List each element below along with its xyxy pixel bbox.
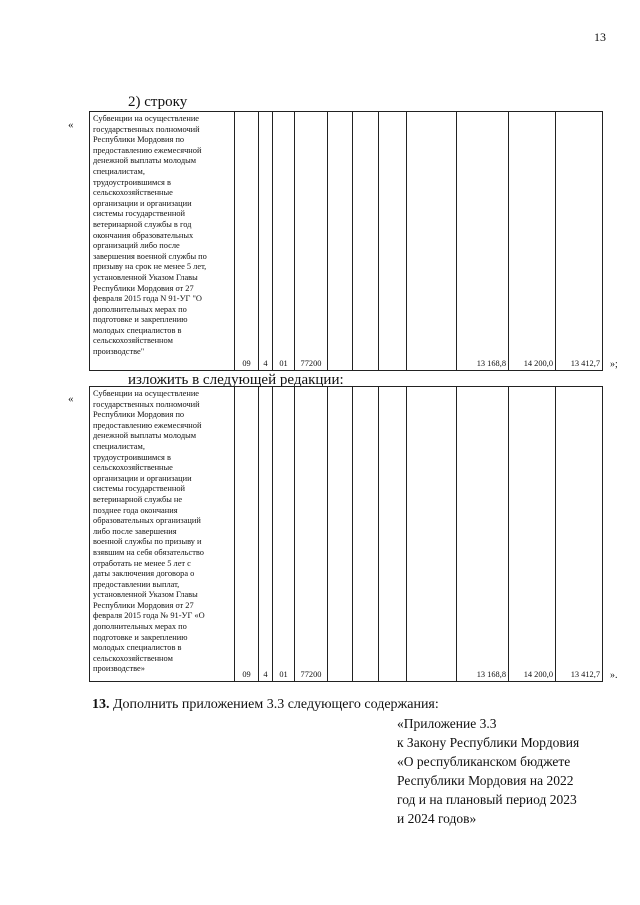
amount-2023: 14 200,0 [509, 387, 556, 682]
code-target: 77200 [295, 112, 328, 371]
text-line: молодых специалистов в [93, 643, 182, 653]
text-line: сельскохозяйственные [93, 463, 173, 473]
text-line: Республики Мордовия от 27 [93, 600, 194, 610]
text-line: установленной Указом Главы [93, 272, 198, 282]
code-program: 01 [273, 112, 295, 371]
table-row [90, 387, 603, 682]
text-line: февраля 2015 года № 91-УГ «О [93, 611, 205, 621]
table-old-row [89, 111, 603, 371]
text-line: организации и организации [93, 198, 192, 208]
budget-item-name [90, 387, 235, 682]
text-line: Субвенции на осуществление [93, 114, 200, 123]
text-line: трудоустроившимся в [93, 177, 171, 187]
empty-cell [353, 387, 379, 682]
text-line: Республики Мордовия по [93, 135, 185, 145]
amount-2022: 13 168,8 [457, 387, 509, 682]
text-line: государственных полномочий [93, 399, 200, 409]
text-line: денежной выплаты молодым [93, 431, 197, 441]
empty-cell [328, 112, 353, 371]
table-new-row [89, 386, 603, 682]
text-line: государственных полномочий [93, 124, 200, 134]
text-line: предоставлению ежемесячной [93, 420, 202, 430]
empty-cell [407, 112, 457, 371]
code-target: 77200 [295, 387, 328, 682]
text-line: установленной Указом Главы [93, 590, 198, 600]
text-line: сельскохозяйственном [93, 653, 173, 663]
text-line: предоставлению ежемесячной [93, 145, 202, 155]
text-line: трудоустроившимся в [93, 452, 171, 462]
text-line: подготовке и закреплению [93, 632, 188, 642]
quote-close-1: »; [610, 359, 618, 370]
text-line: дополнительных мерах по [93, 622, 187, 632]
text-line: производстве" [93, 347, 145, 357]
budget-item-name [90, 112, 235, 371]
section-text: Дополнить приложением 3.3 следующего содержания: [113, 697, 439, 712]
empty-cell [407, 387, 457, 682]
code-section: 09 [235, 387, 259, 682]
appendix-header [397, 714, 579, 828]
text-line: взявшим на себя обязательство [93, 547, 204, 557]
text-line: к Закону Республики Мордовия [397, 735, 580, 750]
text-line: ветеринарной службы в год [93, 219, 192, 229]
text-line: окончания образовательных [93, 230, 194, 240]
text-line: специалистам, [93, 441, 145, 451]
text-line: подготовке и закреплению [93, 315, 188, 325]
text-line: организации и организации [93, 473, 192, 483]
empty-cell [353, 112, 379, 371]
section-number: 13. [92, 697, 110, 712]
text-line: Субвенции на осуществление [93, 389, 200, 398]
quote-close-2: ». [610, 670, 618, 681]
heading-row: 2) строку [128, 94, 188, 110]
text-line: либо после завершения [93, 526, 177, 536]
code-program: 01 [273, 387, 295, 682]
text-line: сельскохозяйственном [93, 336, 173, 346]
heading-edit: изложить в следующей редакции: [128, 372, 344, 388]
amount-2023: 14 200,0 [509, 112, 556, 371]
text-line: Республики Мордовия по [93, 410, 185, 420]
text-line: год и на плановый период 2023 [397, 792, 577, 807]
text-line: образовательных организаций [93, 516, 201, 526]
amount-2022: 13 168,8 [457, 112, 509, 371]
text-line: молодых специалистов в [93, 325, 182, 335]
text-line: отработать не менее 5 лет с [93, 558, 191, 568]
text-line: Республики Мордовия от 27 [93, 283, 194, 293]
quote-open-1: « [68, 119, 74, 131]
text-line: военной службы по призыву и [93, 537, 202, 547]
text-line: «О республиканском бюджете [397, 754, 571, 769]
code-subsection: 4 [259, 112, 273, 371]
text-line: ветеринарной службы не [93, 494, 183, 504]
text-line: Республики Мордовия на 2022 [397, 773, 574, 788]
text-line: февраля 2015 года N 91-УГ "О [93, 294, 202, 304]
empty-cell [328, 387, 353, 682]
amount-2024: 13 412,7 [556, 112, 603, 371]
empty-cell [379, 112, 407, 371]
text-line: позднее года окончания [93, 505, 178, 515]
text-line: завершения военной службы по [93, 251, 207, 261]
text-line: системы государственной [93, 209, 186, 219]
text-line: предоставлении выплат, [93, 579, 180, 589]
text-line: «Приложение 3.3 [397, 716, 497, 731]
code-section: 09 [235, 112, 259, 371]
text-line: и 2024 годов» [397, 811, 477, 826]
text-line: системы государственной [93, 484, 186, 494]
text-line: дополнительных мерах по [93, 304, 187, 314]
page-number: 13 [594, 30, 606, 44]
amount-2024: 13 412,7 [556, 387, 603, 682]
text-line: организаций либо после [93, 241, 180, 251]
quote-open-2: « [68, 393, 74, 405]
section-13 [92, 697, 439, 713]
empty-cell [379, 387, 407, 682]
text-line: даты заключения договора о [93, 569, 195, 579]
text-line: производстве» [93, 664, 145, 674]
text-line: сельскохозяйственные [93, 188, 173, 198]
code-subsection: 4 [259, 387, 273, 682]
text-line: денежной выплаты молодым [93, 156, 197, 166]
text-line: призыву на срок не менее 5 лет, [93, 262, 207, 272]
text-line: специалистам, [93, 166, 145, 176]
table-row [90, 112, 603, 371]
